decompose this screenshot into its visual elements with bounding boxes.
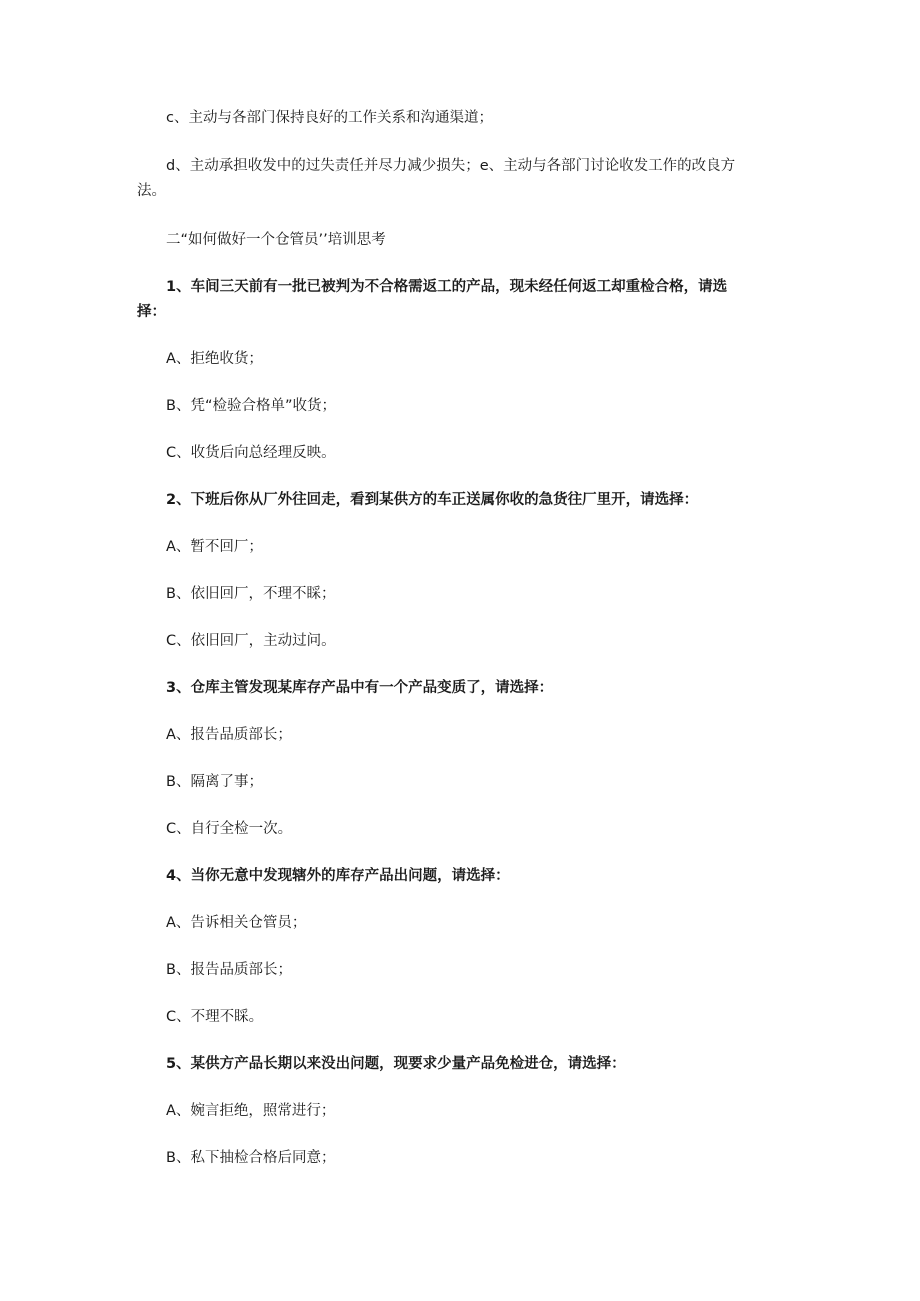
question-4: 4、当你无意中发现辖外的库存产品出问题，请选择： bbox=[166, 868, 510, 884]
question-2-option-a: A、暂不回厂； bbox=[166, 539, 263, 555]
question-2-option-c: C、依旧回厂，主动过问。 bbox=[166, 633, 336, 649]
question-4-option-c: C、不理不睬。 bbox=[166, 1009, 264, 1025]
question-3: 3、仓库主管发现某库存产品中有一个产品变质了，请选择： bbox=[166, 680, 554, 696]
question-3-option-c: C、自行全检一次。 bbox=[166, 821, 293, 837]
question-1-option-c: C、收货后向总经理反映。 bbox=[166, 445, 336, 461]
question-4-option-b: B、报告品质部长； bbox=[166, 962, 292, 978]
question-2-option-b: B、依旧回厂，不理不睬； bbox=[166, 586, 336, 602]
question-5-option-b: B、私下抽检合格后同意； bbox=[166, 1150, 336, 1166]
question-1-option-b: B、凭“检验合格单”收货； bbox=[166, 398, 336, 414]
question-5-option-a: A、婉言拒绝，照常进行； bbox=[166, 1103, 336, 1119]
paragraph-d-line-1: d、主动承担收发中的过失责任并尽力减少损失；e、主动与各部门讨论收发工作的改良方 bbox=[166, 158, 736, 174]
question-1-option-a: A、拒绝收货； bbox=[166, 351, 263, 367]
paragraph-d-line-2: 法。 bbox=[137, 183, 166, 199]
question-1-line-1: 1、车间三天前有一批已被判为不合格需返工的产品，现未经任何返工却重检合格，请选 bbox=[166, 279, 728, 295]
question-3-option-b: B、隔离了事； bbox=[166, 774, 263, 790]
question-1-line-2: 择： bbox=[137, 304, 166, 320]
question-4-option-a: A、告诉相关仓管员； bbox=[166, 915, 307, 931]
section-heading: 二“如何做好一个仓管员’’培训思考 bbox=[166, 232, 386, 248]
question-2: 2、下班后你从厂外往回走，看到某供方的车正送属你收的急货往厂里开，请选择： bbox=[166, 492, 699, 508]
question-5: 5、某供方产品长期以来没出问题，现要求少量产品免检进仓，请选择： bbox=[166, 1056, 626, 1072]
question-3-option-a: A、报告品质部长； bbox=[166, 727, 292, 743]
paragraph-c: c、主动与各部门保持良好的工作关系和沟通渠道； bbox=[166, 110, 493, 126]
